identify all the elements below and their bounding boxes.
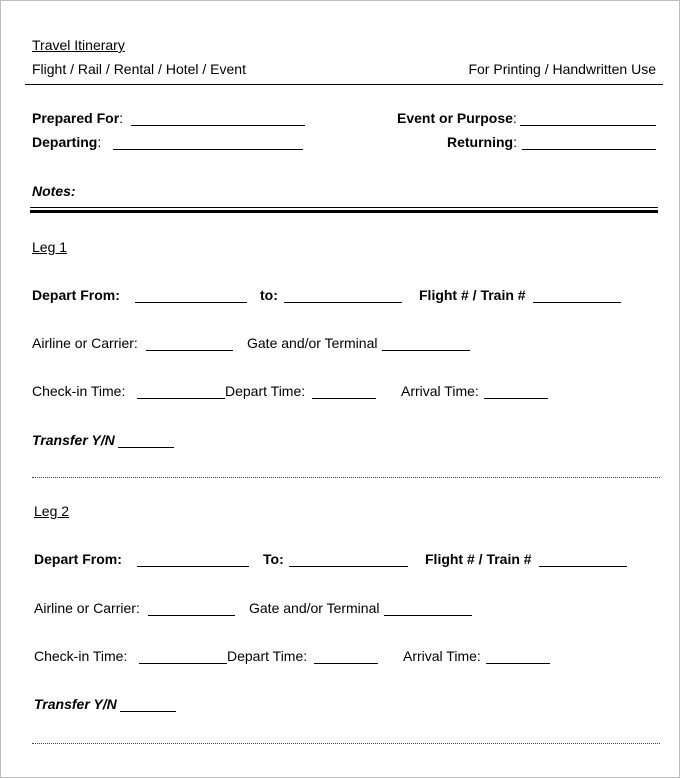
leg-2-depart-time-label: Depart Time:	[227, 648, 308, 664]
usage-note: For Printing / Handwritten Use	[468, 61, 656, 77]
notes-divider-thick	[30, 210, 658, 213]
leg-2-to-label: To:	[263, 551, 284, 567]
leg-1-flight-train-label: Flight # / Train #	[419, 287, 526, 303]
leg-1-gate-label: Gate and/or Terminal	[247, 335, 378, 351]
leg-1-depart-from-label: Depart From:	[32, 287, 120, 303]
leg-1-transfer-blank[interactable]	[118, 447, 174, 448]
leg-1-checkin-blank[interactable]	[137, 398, 225, 399]
document-subtitle: Flight / Rail / Rental / Hotel / Event	[32, 61, 246, 77]
leg-2-divider	[32, 743, 660, 744]
leg-1-airline-blank[interactable]	[146, 350, 233, 351]
leg-1-arrival-label: Arrival Time:	[401, 383, 479, 399]
leg-2-gate-label: Gate and/or Terminal	[249, 600, 380, 616]
event-purpose-blank[interactable]	[520, 125, 656, 126]
leg-1-title: Leg 1	[32, 239, 68, 255]
leg-1-depart-from-blank[interactable]	[135, 302, 247, 303]
departing-label: Departing:	[32, 134, 102, 150]
leg-2-airline-blank[interactable]	[148, 615, 235, 616]
leg-1-to-blank[interactable]	[284, 302, 402, 303]
leg-2-transfer-blank[interactable]	[120, 711, 176, 712]
leg-2-airline-label: Airline or Carrier:	[34, 600, 140, 616]
leg-2-depart-from-label: Depart From:	[34, 551, 122, 567]
leg-2-flight-train-blank[interactable]	[539, 566, 627, 567]
notes-label: Notes:	[32, 183, 76, 199]
leg-2-gate-blank[interactable]	[384, 615, 472, 616]
prepared-for-blank[interactable]	[131, 125, 305, 126]
leg-2-checkin-blank[interactable]	[139, 663, 227, 664]
leg-1-depart-time-blank[interactable]	[312, 398, 376, 399]
leg-1-checkin-label: Check-in Time:	[32, 383, 126, 399]
notes-divider-thin	[30, 207, 658, 208]
leg-2-depart-time-blank[interactable]	[314, 663, 378, 664]
leg-2-arrival-blank[interactable]	[486, 663, 550, 664]
leg-1-airline-label: Airline or Carrier:	[32, 335, 138, 351]
leg-2-title: Leg 2	[34, 503, 70, 519]
header-divider	[25, 84, 663, 85]
leg-1-to-label: to:	[260, 287, 278, 303]
document-title: Travel Itinerary	[32, 37, 125, 53]
leg-1-arrival-blank[interactable]	[484, 398, 548, 399]
leg-2-to-blank[interactable]	[289, 566, 408, 567]
leg-1-depart-time-label: Depart Time:	[225, 383, 306, 399]
leg-1-transfer-label: Transfer Y/N	[32, 432, 115, 448]
returning-label: Returning:	[447, 134, 517, 150]
leg-2-flight-train-label: Flight # / Train #	[425, 551, 532, 567]
leg-2-transfer-label: Transfer Y/N	[34, 696, 117, 712]
leg-1-divider	[32, 477, 660, 478]
event-purpose-label: Event or Purpose:	[397, 110, 517, 126]
leg-1-flight-train-blank[interactable]	[533, 302, 621, 303]
prepared-for-label: Prepared For:	[32, 110, 124, 126]
departing-blank[interactable]	[113, 149, 303, 150]
leg-2-arrival-label: Arrival Time:	[403, 648, 481, 664]
returning-blank[interactable]	[522, 149, 656, 150]
leg-2-checkin-label: Check-in Time:	[34, 648, 128, 664]
leg-2-depart-from-blank[interactable]	[137, 566, 249, 567]
leg-1-gate-blank[interactable]	[382, 350, 470, 351]
